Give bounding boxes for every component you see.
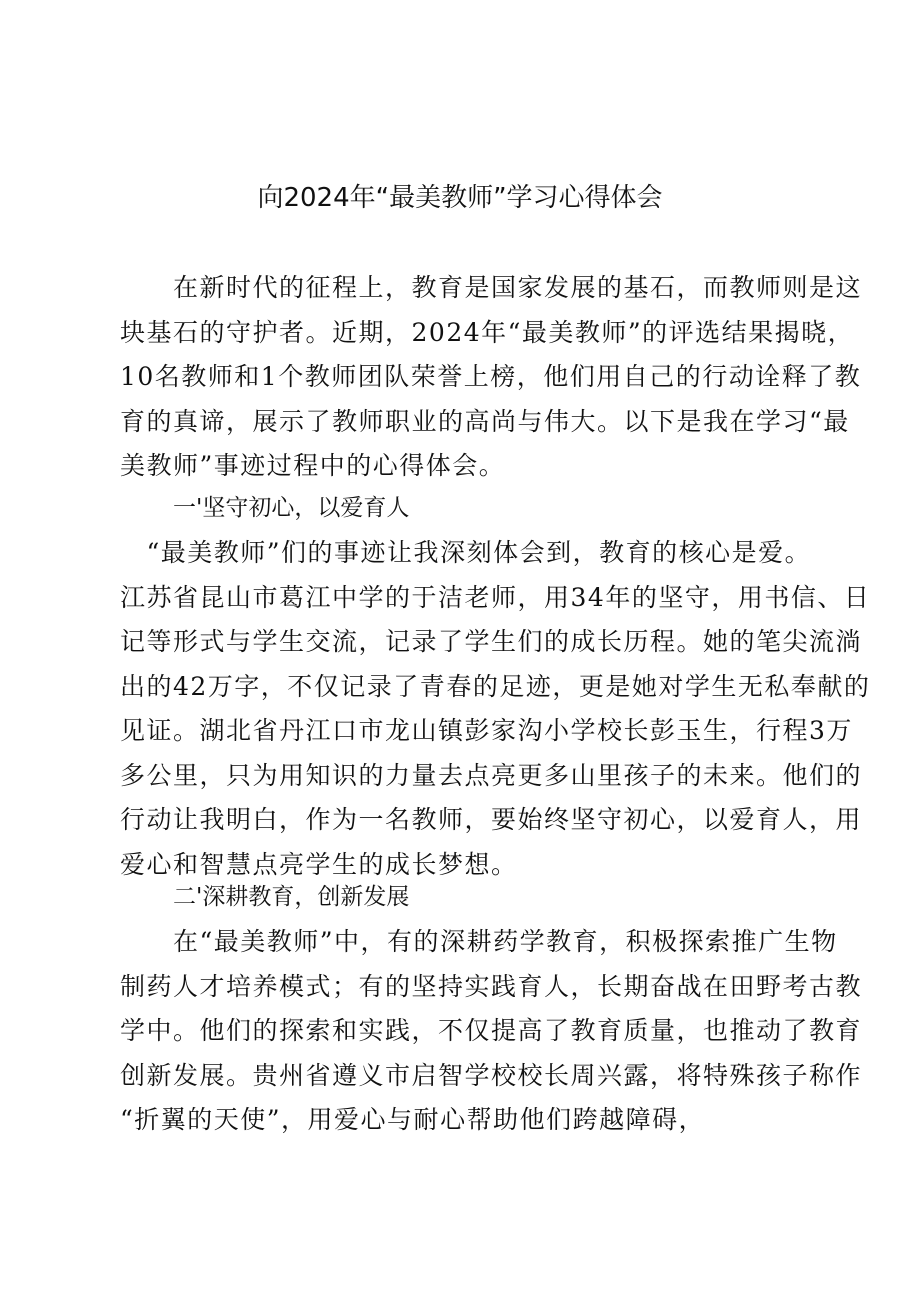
paragraph-line: 在“最美教师”中，有的深耕药学教育，积极探索推广生物 [120,927,838,956]
paragraph-line: 育的真谛，展示了教师职业的高尚与伟大。以下是我在学习“最 [120,406,850,436]
paragraph-line: 10名教师和1个教师团队荣誉上榜，他们用自己的行动诠释了教 [120,362,862,391]
section-heading-2: 二'深耕教育，创新发展 [173,884,410,910]
paragraph-line: 多公里，只为用知识的力量去点亮更多山里孩子的未来。他们的 [120,760,863,790]
document-title: 向2024年“最美教师”学习心得体会 [257,183,663,213]
paragraph-line: 学中。他们的探索和实践，不仅提高了教育质量，也推动了教育 [120,1016,863,1045]
paragraph-line: 美教师”事迹过程中的心得体会。 [120,451,506,480]
section-1-paragraph [120,531,871,887]
paragraph-line: 出的42万字，不仅记录了青春的足迹，更是她对学生无私奉献的 [120,671,871,701]
paragraph-line: “最美教师”们的事迹让我深刻体会到，教育的核心是爱。 [120,538,812,567]
paragraph-line: 爱心和智慧点亮学生的成长梦想。 [120,849,518,879]
intro-paragraph [120,266,863,489]
section-2-paragraph [120,920,863,1143]
paragraph-line: 记等形式与学生交流，记录了学生们的成长历程。她的笔尖流淌 [120,627,863,656]
paragraph-line: 在新时代的征程上，教育是国家发展的基石，而教师则是这 [120,273,863,302]
paragraph-line: 见证。湖北省丹江口市龙山镇彭家沟小学校长彭玉生，行程3万 [120,716,853,745]
section-heading-1: 一'坚守初心，以爱育人 [173,495,410,521]
paragraph-line: “折翼的天使”，用爱心与耐心帮助他们跨越障碍， [120,1105,706,1134]
paragraph-line: 块基石的守护者。近期，2024年“最美教师”的评选结果揭晓， [120,317,855,347]
paragraph-line: 江苏省昆山市葛江中学的于洁老师，用34年的坚守，用书信、日 [120,582,871,612]
paragraph-line: 制药人才培养模式；有的坚持实践育人，长期奋战在田野考古教 [120,971,863,1001]
paragraph-line: 创新发展。贵州省遵义市启智学校校长周兴露，将特殊孩子称作 [120,1060,863,1090]
paragraph-line: 行动让我明白，作为一名教师，要始终坚守初心，以爱育人，用 [120,805,863,834]
